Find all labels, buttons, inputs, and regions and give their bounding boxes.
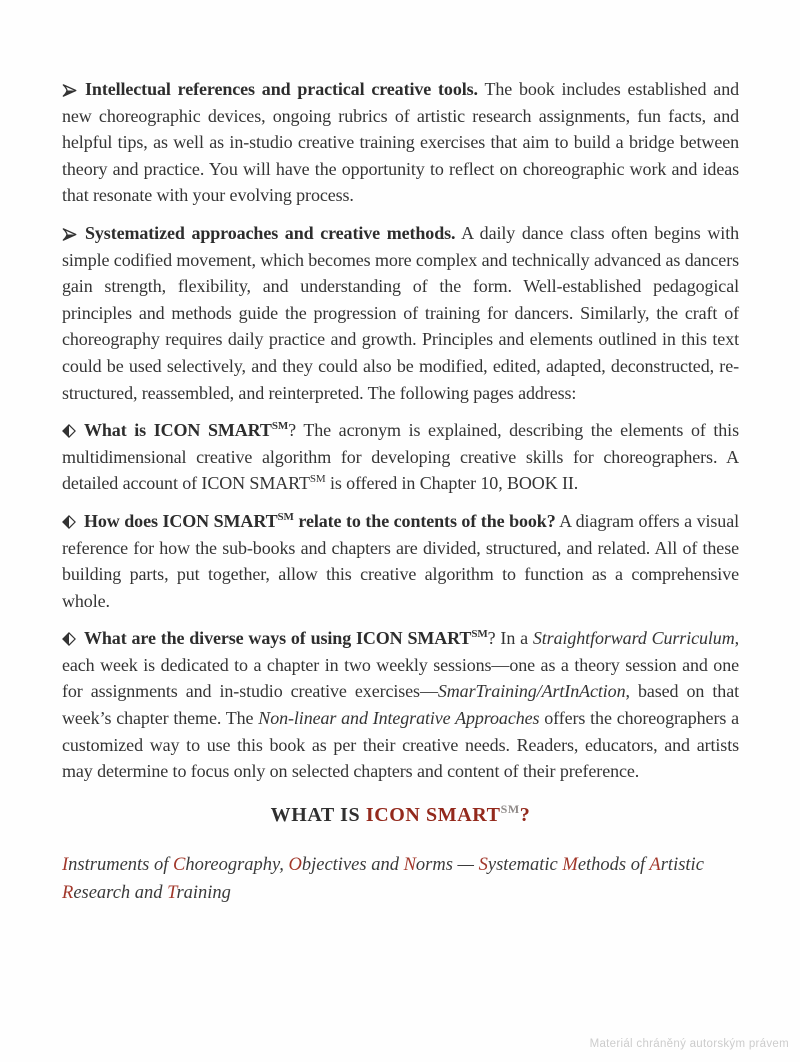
bullet-paragraph-systematized-approaches — [62, 220, 739, 406]
arrowhead-bullet-icon — [62, 221, 77, 248]
bullet-paragraph-how-does-icon-smart-relate — [62, 508, 739, 614]
paragraph-text: Intellectual references and practical creative tools. The book includes established and new choreographic devices, ongoing rubrics of artistic research assignments, fun facts, and helpful tips, as well as in-studio creative training exercises that aim to build a bridge between theory and practice. You will have the opportunity to reflect on choreographic work and ideas that resonate with your evolving process. — [62, 79, 739, 206]
heading-text: WHAT IS ICON SMART℠? — [270, 801, 531, 826]
copyright-watermark: Materiál chráněný autorským právem — [589, 1038, 789, 1050]
page-body — [62, 76, 739, 907]
paragraph-text: What are the diverse ways of using ICON SMART℠? In a Straightforward Curriculum, each week is dedicated to a chapter in two weekly sessions—one as a theory session and one for assignments and in-studio creative exercises—SmarTraining/ArtInAction, based on that week’s chapter theme. The Non-linear and Integrative Approaches offers the choreographers a customized way to use this book as per their creative needs. Readers, educators, and artists may determine to focus only on selected chapters and content of their preference. — [62, 628, 740, 782]
diamond-half-filled-bullet-icon — [62, 509, 76, 536]
bullet-paragraph-what-is-icon-smart — [62, 417, 739, 497]
paragraph-text: Systematized approaches and creative methods. A daily dance class often begins with simple codified movement, which becomes more complex and technically advanced as dancers gain strength, flexibility, and understanding of the form. Well-established pedagogical principles and methods guide the progression of training for dancers. Similarly, the craft of choreography requires daily practice and growth. Principles and elements outlined in this text could be used selectively, and they could also be modified, edited, adapted, deconstructed, re-structured, reassembled, and reinterpreted. The following pages address: — [62, 222, 739, 403]
paragraph-text: What is ICON SMART℠? The acronym is explained, describing the elements of this multidimensional creative algorithm for developing creative skills for choreographers. A detailed account of ICON SMART℠ is offered in Chapter 10, BOOK II. — [62, 420, 739, 494]
bullet-paragraph-diverse-ways-of-using — [62, 625, 739, 785]
diamond-half-filled-bullet-icon — [62, 626, 76, 653]
section-heading-what-is-icon-smart — [62, 802, 739, 829]
arrowhead-bullet-icon — [62, 77, 77, 104]
acronym-text: Instruments of Choreography, Objectives and Norms — Systematic Methods of Artistic Research and Training — [62, 854, 704, 903]
bullet-paragraph-intellectual-references — [62, 76, 739, 209]
icon-smart-acronym-expansion — [62, 851, 739, 907]
diamond-half-filled-bullet-icon — [62, 418, 76, 445]
paragraph-text: How does ICON SMART℠ relate to the contents of the book? A diagram offers a visual reference for how the sub-books and chapters are divided, structured, and related. All of these building parts, put together, allow this creative algorithm to function as a comprehensive whole. — [62, 510, 739, 611]
